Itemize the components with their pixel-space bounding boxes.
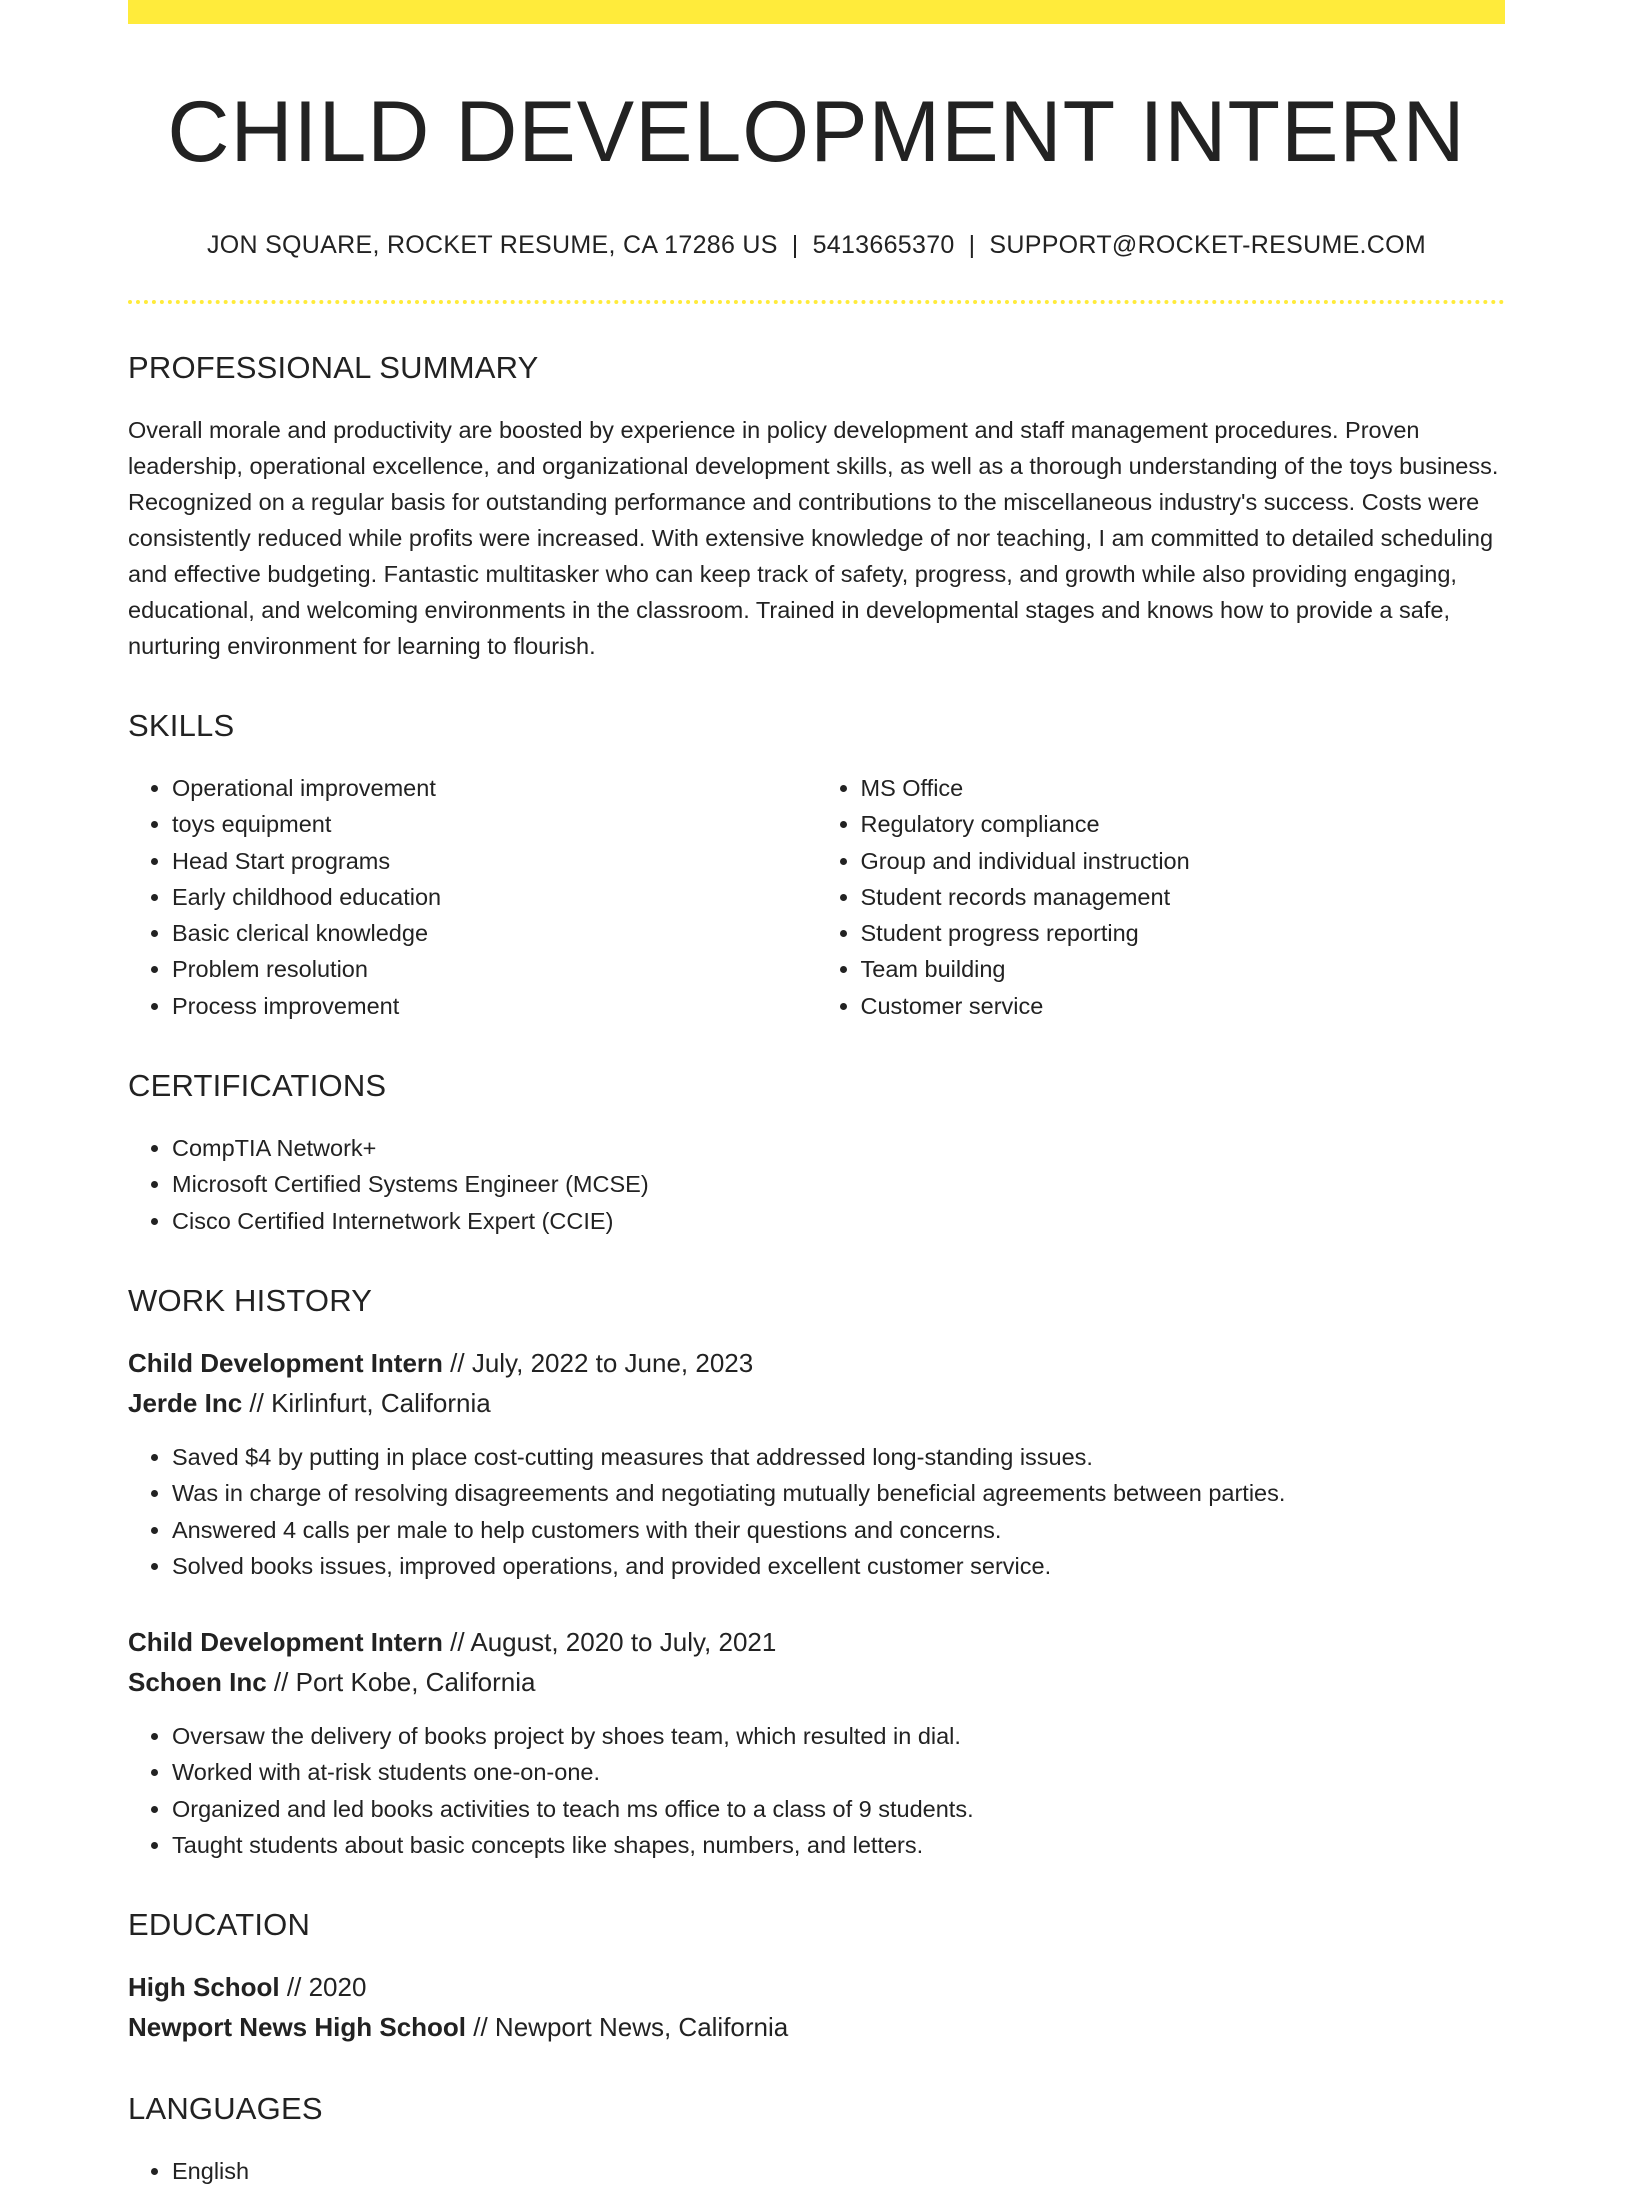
job-dates: // August, 2020 to July, 2021 bbox=[442, 1627, 777, 1658]
job-company: Jerde Inc bbox=[128, 1387, 243, 1418]
skills-columns bbox=[128, 746, 1505, 1024]
list-item: • Customer service bbox=[861, 988, 1506, 1024]
list-item: • Answered 4 calls per male to help customers with their questions and concerns. bbox=[172, 1512, 1505, 1548]
languages-heading: LANGUAGES bbox=[128, 2091, 323, 2127]
list-item: • toys equipment bbox=[172, 806, 817, 842]
list-item: • Head Start programs bbox=[172, 843, 817, 879]
job-title: Child Development Intern bbox=[128, 1627, 443, 1658]
list-item: • Organized and led books activities to teach ms office to a class of 9 students. bbox=[172, 1791, 1505, 1827]
job-entry bbox=[128, 1343, 1505, 1584]
job-location: // Port Kobe, California bbox=[266, 1667, 536, 1698]
education-heading: EDUCATION bbox=[128, 1907, 311, 1943]
certifications-heading: CERTIFICATIONS bbox=[128, 1068, 387, 1104]
job-title-line bbox=[128, 1343, 1505, 1383]
education-location: // Newport News, California bbox=[466, 2012, 789, 2043]
list-item: • Early childhood education bbox=[172, 879, 817, 915]
contact-address: JON SQUARE, ROCKET RESUME, CA 17286 US bbox=[206, 231, 778, 259]
education-degree: High School bbox=[128, 1972, 280, 2003]
resume-title: CHILD DEVELOPMENT INTERN bbox=[167, 84, 1466, 180]
list-item: • Student progress reporting bbox=[861, 915, 1506, 951]
education-year: // 2020 bbox=[279, 1972, 367, 2003]
list-item: • MS Office bbox=[861, 770, 1506, 806]
resume-content bbox=[128, 0, 1505, 2190]
list-item: • Microsoft Certified Systems Engineer (MCSE) bbox=[172, 1166, 1505, 1202]
list-item: • Group and individual instruction bbox=[861, 843, 1506, 879]
job-title: Child Development Intern bbox=[128, 1347, 443, 1378]
skills-list-left bbox=[128, 770, 817, 1024]
job-entry bbox=[128, 1622, 1505, 1863]
dotted-divider bbox=[128, 300, 1505, 304]
summary-heading: PROFESSIONAL SUMMARY bbox=[128, 350, 539, 385]
list-item: • Operational improvement bbox=[172, 770, 817, 806]
contact-email: SUPPORT@ROCKET-RESUME.COM bbox=[989, 231, 1427, 259]
certifications-list bbox=[128, 1130, 1505, 1239]
list-item: • Regulatory compliance bbox=[861, 806, 1506, 842]
education-entry bbox=[128, 1967, 1505, 2047]
education-school: Newport News High School bbox=[128, 2012, 467, 2043]
list-item: • Oversaw the delivery of books project by shoes team, which resulted in dial. bbox=[172, 1718, 1505, 1754]
list-item: • Was in charge of resolving disagreements and negotiating mutually beneficial agreements between parties. bbox=[172, 1475, 1505, 1511]
list-item: • Taught students about basic concepts like shapes, numbers, and letters. bbox=[172, 1827, 1505, 1863]
list-item: • Basic clerical knowledge bbox=[172, 915, 817, 951]
job-bullets bbox=[128, 1718, 1505, 1863]
languages-list bbox=[128, 2153, 1505, 2189]
list-item: • Problem resolution bbox=[172, 951, 817, 987]
contact-separator: | bbox=[968, 231, 976, 259]
education-school-line bbox=[128, 2007, 1505, 2047]
job-bullets bbox=[128, 1439, 1505, 1584]
job-company: Schoen Inc bbox=[128, 1667, 267, 1698]
list-item: • Worked with at-risk students one-on-one. bbox=[172, 1754, 1505, 1790]
contact-phone: 5413665370 bbox=[812, 231, 955, 259]
work-history-heading: WORK HISTORY bbox=[128, 1282, 373, 1318]
contact-line bbox=[128, 228, 1505, 262]
list-item: • English bbox=[172, 2153, 1505, 2189]
list-item: • Process improvement bbox=[172, 988, 817, 1024]
list-item: • Cisco Certified Internetwork Expert (CCIE) bbox=[172, 1203, 1505, 1239]
list-item: • CompTIA Network+ bbox=[172, 1130, 1505, 1166]
summary-text: Overall morale and productivity are boosted by experience in policy development and staff management procedures. Proven leadership, operational excellence, and organizational development skills, as well as a thorough understanding of the toys business. Recognized on a regular basis for outstanding performance and contributions to the miscellaneous industry's success. Costs were consistently reduced while profits were increased. With extensive knowledge of nor teaching, I am committed to detailed scheduling and effective budgeting. Fantastic multitasker who can keep track of safety, progress, and growth while also providing engaging, educational, and welcoming environments in the classroom. Trained in developmental stages and knows how to provide a safe, nurturing environment for learning to flourish. bbox=[128, 417, 1499, 659]
job-dates: // July, 2022 to June, 2023 bbox=[442, 1347, 754, 1378]
job-company-line bbox=[128, 1383, 1505, 1423]
list-item: • Saved $4 by putting in place cost-cutting measures that addressed long-standing issues. bbox=[172, 1439, 1505, 1475]
list-item: • Solved books issues, improved operations, and provided excellent customer service. bbox=[172, 1548, 1505, 1584]
list-item: • Team building bbox=[861, 951, 1506, 987]
list-item: • Student records management bbox=[861, 879, 1506, 915]
skills-heading: SKILLS bbox=[128, 708, 235, 743]
job-title-line bbox=[128, 1622, 1505, 1662]
contact-separator: | bbox=[791, 231, 799, 259]
education-degree-line bbox=[128, 1967, 1505, 2007]
job-location: // Kirlinfurt, California bbox=[242, 1387, 491, 1418]
job-company-line bbox=[128, 1662, 1505, 1702]
skills-list-right bbox=[817, 770, 1506, 1024]
